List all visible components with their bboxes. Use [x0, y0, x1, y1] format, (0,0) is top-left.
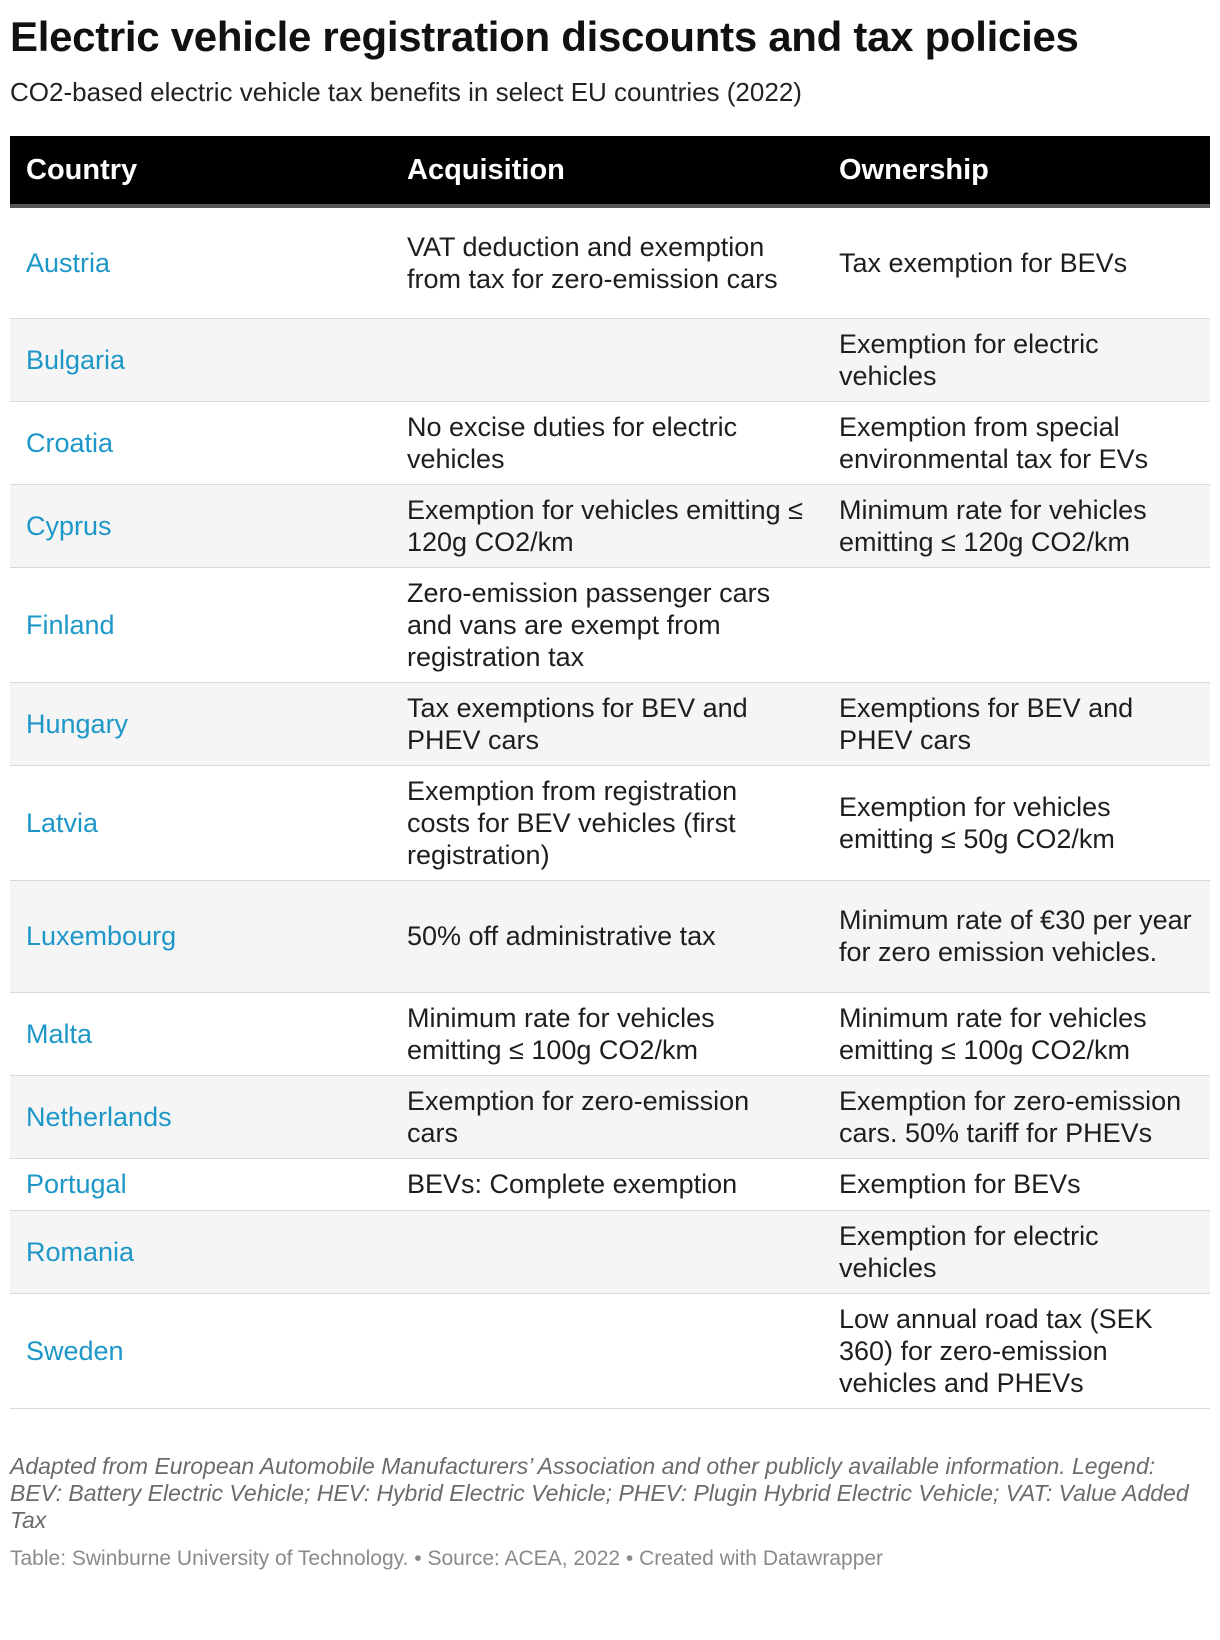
acquisition-cell: Minimum rate for vehicles emitting ≤ 100g CO2/km	[391, 992, 823, 1075]
country-cell: Romania	[10, 1210, 391, 1293]
country-cell: Bulgaria	[10, 318, 391, 401]
table-row	[10, 1158, 1210, 1210]
acquisition-cell: BEVs: Complete exemption	[391, 1158, 823, 1210]
country-cell: Netherlands	[10, 1075, 391, 1158]
table-header	[10, 136, 1210, 206]
country-cell: Sweden	[10, 1293, 391, 1408]
acquisition-cell: Zero-emission passenger cars and vans are exempt from registration tax	[391, 567, 823, 682]
table-row	[10, 206, 1210, 318]
table-row	[10, 567, 1210, 682]
source-footer: Table: Swinburne University of Technology. • Source: ACEA, 2022 • Created with Datawrapper	[10, 1546, 884, 1570]
acquisition-cell: 50% off administrative tax	[391, 880, 823, 992]
table-row	[10, 992, 1210, 1075]
header-row	[10, 136, 1210, 206]
country-cell: Cyprus	[10, 484, 391, 567]
table-row	[10, 1210, 1210, 1293]
acquisition-cell	[391, 1293, 823, 1408]
table-body	[10, 206, 1210, 1408]
country-cell: Hungary	[10, 682, 391, 765]
ownership-cell: Exemption for zero-emission cars. 50% tariff for PHEVs	[823, 1075, 1210, 1158]
page-title: Electric vehicle registration discounts and tax policies	[10, 13, 1079, 60]
ownership-cell: Minimum rate of €30 per year for zero emission vehicles.	[823, 880, 1210, 992]
ownership-cell: Tax exemption for BEVs	[823, 206, 1210, 318]
column-header-ownership[interactable]: Ownership	[823, 136, 1210, 206]
acquisition-cell: Exemption from registration costs for BEV vehicles (first registration)	[391, 765, 823, 880]
table-row	[10, 484, 1210, 567]
acquisition-cell	[391, 1210, 823, 1293]
acquisition-cell: VAT deduction and exemption from tax for zero-emission cars	[391, 206, 823, 318]
country-cell: Latvia	[10, 765, 391, 880]
acquisition-cell: Exemption for vehicles emitting ≤ 120g CO2/km	[391, 484, 823, 567]
table-row	[10, 765, 1210, 880]
country-cell: Austria	[10, 206, 391, 318]
column-header-acquisition[interactable]: Acquisition	[391, 136, 823, 206]
table-row	[10, 1293, 1210, 1408]
page-subtitle: CO2-based electric vehicle tax benefits in select EU countries (2022)	[10, 77, 802, 107]
table-row	[10, 401, 1210, 484]
country-cell: Portugal	[10, 1158, 391, 1210]
ownership-cell: Exemption for electric vehicles	[823, 1210, 1210, 1293]
page	[10, 0, 1210, 1572]
country-cell: Finland	[10, 567, 391, 682]
ownership-cell: Low annual road tax (SEK 360) for zero-emission vehicles and PHEVs	[823, 1293, 1210, 1408]
ownership-cell: Exemptions for BEV and PHEV cars	[823, 682, 1210, 765]
ownership-cell: Exemption for vehicles emitting ≤ 50g CO2/km	[823, 765, 1210, 880]
acquisition-cell: No excise duties for electric vehicles	[391, 401, 823, 484]
policy-table	[10, 136, 1210, 1409]
table-row	[10, 318, 1210, 401]
country-cell: Malta	[10, 992, 391, 1075]
acquisition-cell	[391, 318, 823, 401]
table-row	[10, 1075, 1210, 1158]
table-notes: Adapted from European Automobile Manufacturers’ Association and other publicly available information. Legend: BEV: Battery Electric Vehicle; HEV: Hybrid Electric Vehicle; PHEV: Plugin Hybrid Electric Vehicle; VAT: Value Added Tax	[10, 1452, 1189, 1533]
ownership-cell: Exemption from special environmental tax for EVs	[823, 401, 1210, 484]
acquisition-cell: Tax exemptions for BEV and PHEV cars	[391, 682, 823, 765]
country-cell: Croatia	[10, 401, 391, 484]
table-row	[10, 682, 1210, 765]
ownership-cell: Minimum rate for vehicles emitting ≤ 100g CO2/km	[823, 992, 1210, 1075]
table-row	[10, 880, 1210, 992]
ownership-cell: Exemption for BEVs	[823, 1158, 1210, 1210]
ownership-cell: Minimum rate for vehicles emitting ≤ 120g CO2/km	[823, 484, 1210, 567]
ownership-cell: Exemption for electric vehicles	[823, 318, 1210, 401]
country-cell: Luxembourg	[10, 880, 391, 992]
acquisition-cell: Exemption for zero-emission cars	[391, 1075, 823, 1158]
ownership-cell	[823, 567, 1210, 682]
column-header-country[interactable]: Country	[10, 136, 391, 206]
